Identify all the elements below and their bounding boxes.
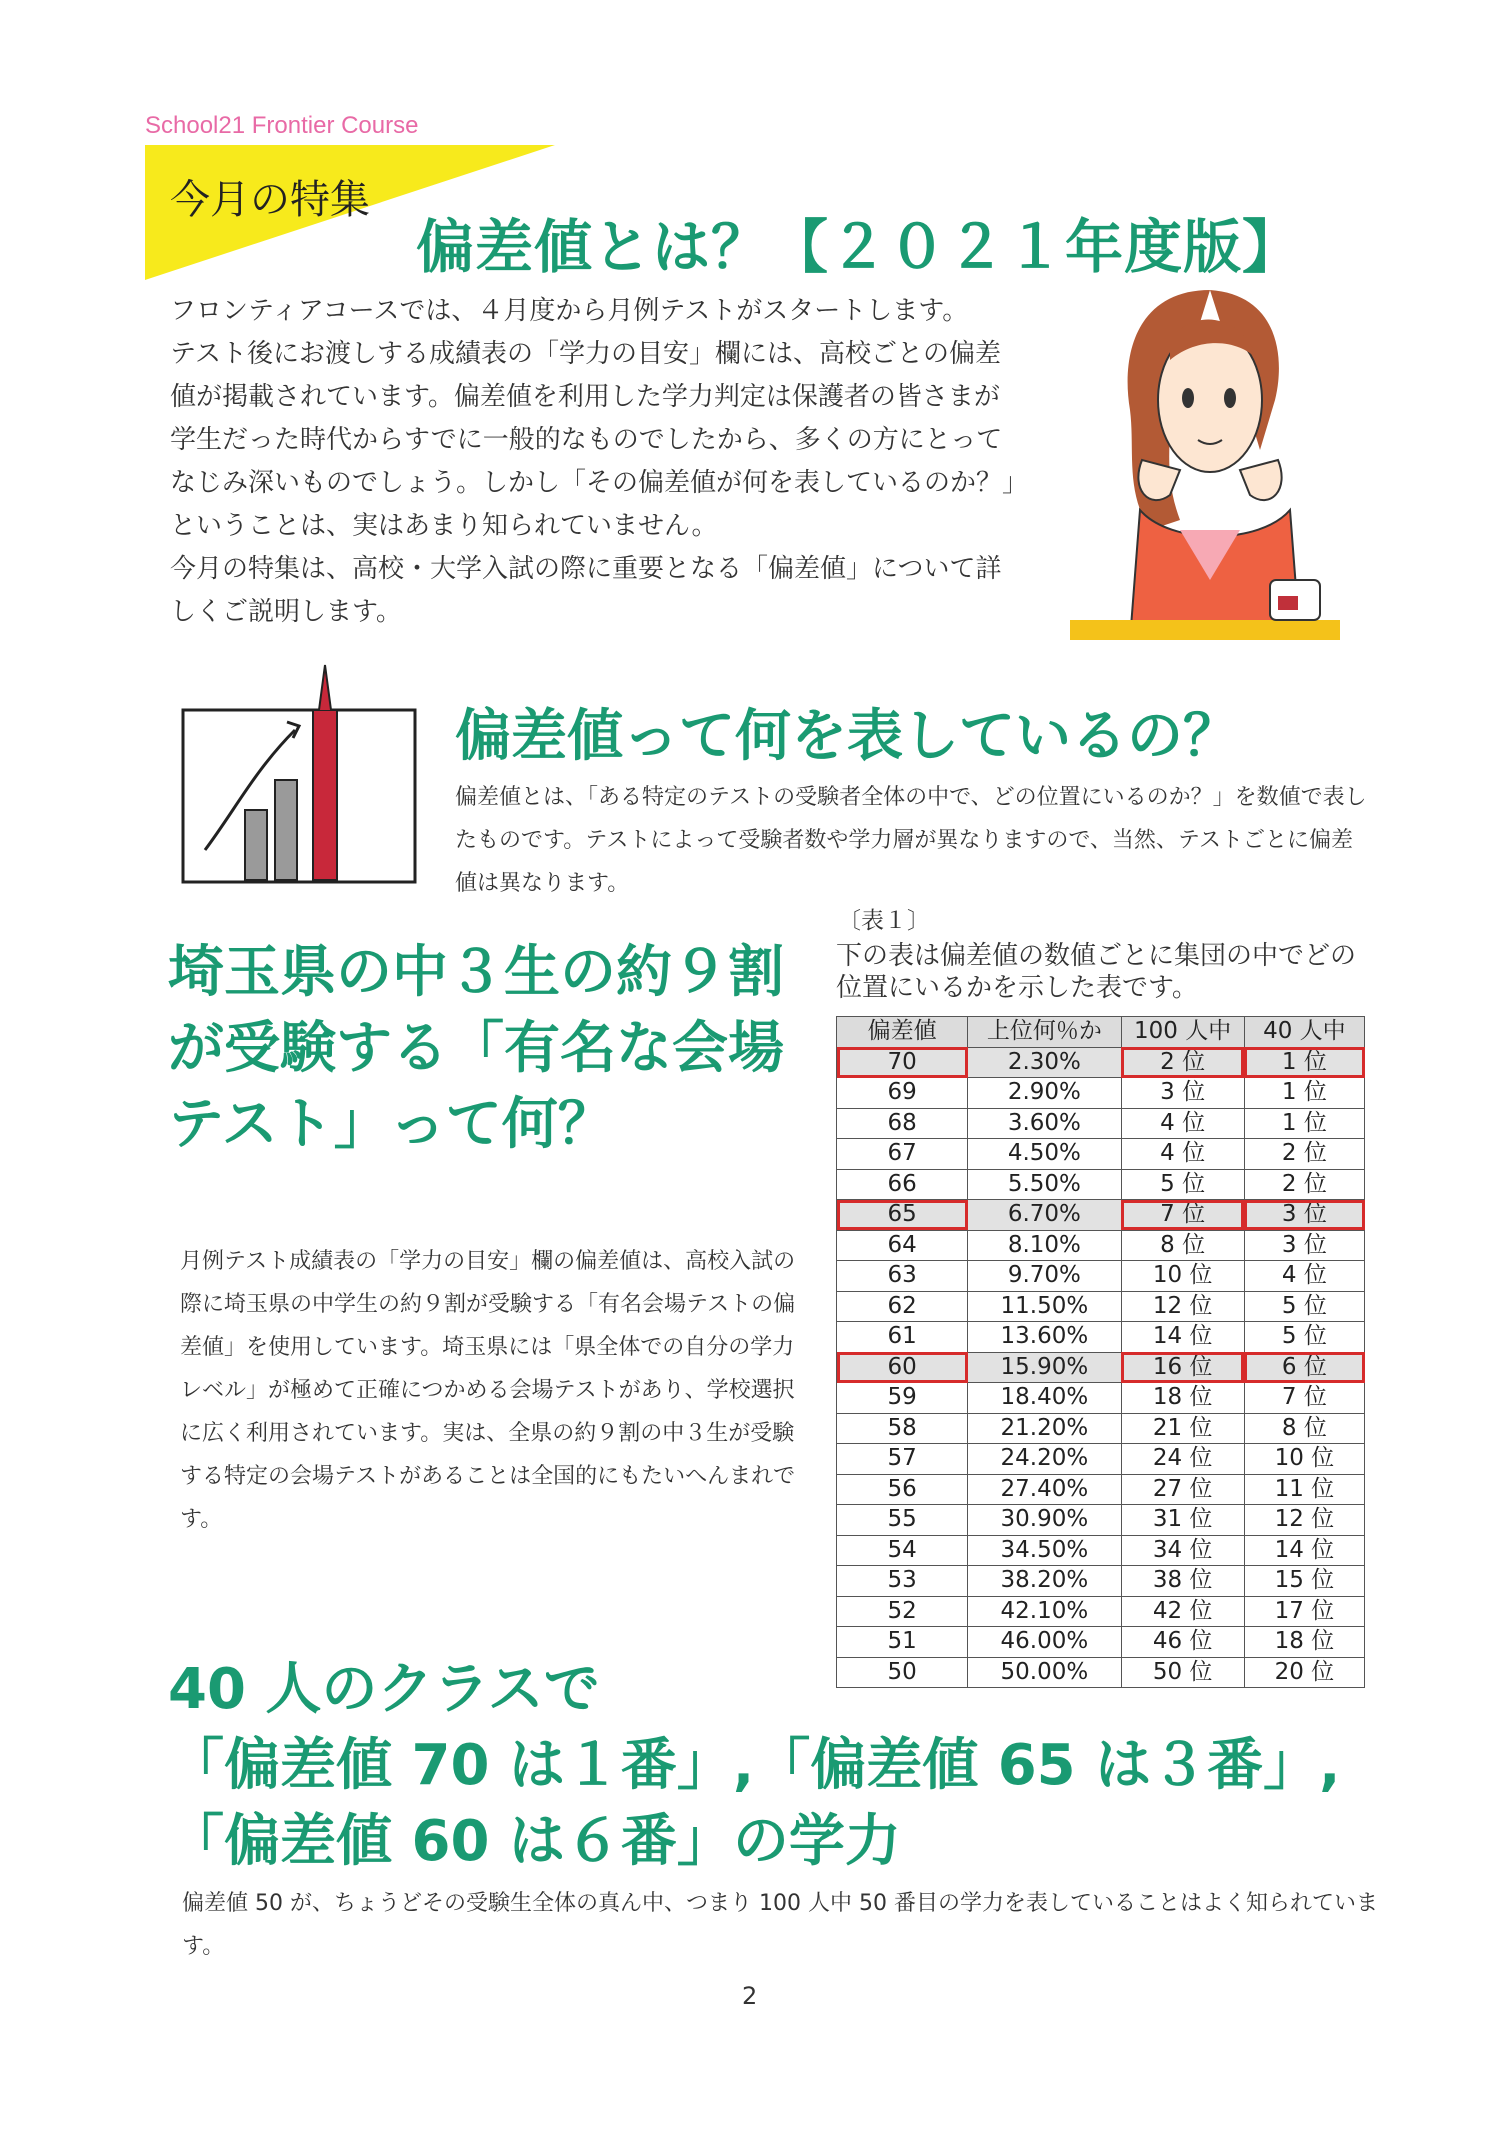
table-cell: 2 位 — [1244, 1169, 1364, 1200]
section-heading: 埼玉県の中３生の約９割が受験する「有名な会場テスト」って何？ — [168, 940, 784, 1157]
column-header: 40 人中 — [1244, 1017, 1364, 1048]
section-heading: 偏差値って何を表しているの？ — [455, 704, 1239, 769]
table-cell: 20 位 — [1244, 1657, 1364, 1688]
table-cell: 8 位 — [1121, 1230, 1244, 1261]
column-header: 上位何％か — [968, 1017, 1121, 1048]
table-cell: 3.60% — [968, 1108, 1121, 1139]
intro-paragraph: テスト後にお渡しする成績表の「学力の目安」欄には、高校ごとの偏差値が掲載されています。偏差値を利用した学力判定は保護者の皆さまが学生だった時代からすでに一般的なものでしたから、多くの方にとってなじみ深いものでしょう。しかし「その偏差値が何を表しているのか？」ということは、実はあまり知られていません。 — [170, 339, 1016, 541]
intro-text — [170, 290, 1020, 634]
table-cell: 13.60% — [968, 1322, 1121, 1353]
table-cell: 2 位 — [1121, 1047, 1244, 1078]
table-cell: 55 — [837, 1505, 968, 1536]
table-cell: 14 位 — [1121, 1322, 1244, 1353]
table-row — [837, 1383, 1365, 1414]
table-cell: 17 位 — [1244, 1596, 1364, 1627]
table-cell: 30.90% — [968, 1505, 1121, 1536]
table-cell: 4.50% — [968, 1139, 1121, 1170]
thinking-woman-illustration — [1070, 280, 1340, 640]
table-header-row — [837, 1017, 1365, 1048]
table-cell: 68 — [837, 1108, 968, 1139]
table-cell: 46 位 — [1121, 1627, 1244, 1658]
table-cell: 4 位 — [1244, 1261, 1364, 1292]
table-row — [837, 1566, 1365, 1597]
table-cell: 46.00% — [968, 1627, 1121, 1658]
table-cell: 12 位 — [1244, 1505, 1364, 1536]
table-cell: 62 — [837, 1291, 968, 1322]
section-text: 偏差値 50 が、ちょうどその受験生全体の真ん中、つまり 100 人中 50 番目の学力を表していることはよく知られています。 — [182, 1891, 1378, 1959]
table-cell: 59 — [837, 1383, 968, 1414]
table-row — [837, 1169, 1365, 1200]
table-cell: 9.70% — [968, 1261, 1121, 1292]
column-header: 100 人中 — [1121, 1017, 1244, 1048]
table-cell: 38.20% — [968, 1566, 1121, 1597]
table-row — [837, 1078, 1365, 1109]
table-cell: 70 — [837, 1047, 968, 1078]
table-row — [837, 1200, 1365, 1231]
table-cell: 5.50% — [968, 1169, 1121, 1200]
table-cell: 15.90% — [968, 1352, 1121, 1383]
table-row — [837, 1505, 1365, 1536]
table-cell: 15 位 — [1244, 1566, 1364, 1597]
table-cell: 38 位 — [1121, 1566, 1244, 1597]
table-row — [837, 1139, 1365, 1170]
table-cell: 65 — [837, 1200, 968, 1231]
table-cell: 50 位 — [1121, 1657, 1244, 1688]
intro-paragraph: 今月の特集は、高校・大学入試の際に重要となる「偏差値」について詳しくご説明します。 — [170, 554, 1002, 627]
table-cell: 56 — [837, 1474, 968, 1505]
table-cell: 63 — [837, 1261, 968, 1292]
table-cell: 69 — [837, 1078, 968, 1109]
table-cell: 60 — [837, 1352, 968, 1383]
table-cell: 10 位 — [1244, 1444, 1364, 1475]
table-cell: 6 位 — [1244, 1352, 1364, 1383]
table-cell: 53 — [837, 1566, 968, 1597]
table-row — [837, 1047, 1365, 1078]
table-cell: 31 位 — [1121, 1505, 1244, 1536]
heading-line: 「偏差値 60 は６番」の学力 — [168, 1809, 901, 1874]
table-cell: 4 位 — [1121, 1139, 1244, 1170]
table-cell: 11.50% — [968, 1291, 1121, 1322]
table-cell: 34 位 — [1121, 1535, 1244, 1566]
table-cell: 3 位 — [1244, 1230, 1364, 1261]
feature-label: 今月の特集 — [170, 177, 370, 223]
table-label: 〔表１〕 — [838, 908, 930, 934]
table-cell: 3 位 — [1244, 1200, 1364, 1231]
table-row — [837, 1474, 1365, 1505]
table-cell: 24 位 — [1121, 1444, 1244, 1475]
table-cell: 42 位 — [1121, 1596, 1244, 1627]
table-cell: 3 位 — [1121, 1078, 1244, 1109]
table-cell: 50.00% — [968, 1657, 1121, 1688]
table-cell: 2.90% — [968, 1078, 1121, 1109]
table-row — [837, 1535, 1365, 1566]
table-cell: 27.40% — [968, 1474, 1121, 1505]
table-cell: 6.70% — [968, 1200, 1121, 1231]
table-cell: 1 位 — [1244, 1078, 1364, 1109]
table-cell: 1 位 — [1244, 1047, 1364, 1078]
table-cell: 8 位 — [1244, 1413, 1364, 1444]
table-cell: 64 — [837, 1230, 968, 1261]
table-cell: 51 — [837, 1627, 968, 1658]
table-cell: 34.50% — [968, 1535, 1121, 1566]
table-cell: 21 位 — [1121, 1413, 1244, 1444]
table-cell: 5 位 — [1121, 1169, 1244, 1200]
table-row — [837, 1261, 1365, 1292]
table-cell: 7 位 — [1121, 1200, 1244, 1231]
section-text: 月例テスト成績表の「学力の目安」欄の偏差値は、高校入試の際に埼玉県の中学生の約９割が受験する「有名会場テストの偏差値」を使用しています。埼玉県には「県全体での自分の学力レベル」が極めて正確につかめる会場テストがあり、学校選択に広く利用されています。実は、全県の約９割の中３生が受験する特定の会場テストがあることは全国的にもたいへんまれです。 — [180, 1249, 796, 1532]
table-row — [837, 1291, 1365, 1322]
table-cell: 11 位 — [1244, 1474, 1364, 1505]
page-number: 2 — [742, 1982, 758, 2010]
table-cell: 24.20% — [968, 1444, 1121, 1475]
table-cell: 10 位 — [1121, 1261, 1244, 1292]
section-heading — [168, 1652, 1428, 1880]
table-cell: 1 位 — [1244, 1108, 1364, 1139]
table-cell: 67 — [837, 1139, 968, 1170]
table-cell: 57 — [837, 1444, 968, 1475]
table-cell: 5 位 — [1244, 1291, 1364, 1322]
heading-line: 40 人のクラスで — [168, 1657, 600, 1722]
table-cell: 27 位 — [1121, 1474, 1244, 1505]
brand-label: School21 Frontier Course — [145, 112, 419, 139]
table-cell: 18.40% — [968, 1383, 1121, 1414]
table-row — [837, 1108, 1365, 1139]
intro-paragraph: フロンティアコースでは、４月度から月例テストがスタートします。 — [170, 296, 969, 326]
page-title: 偏差値とは？【２０２１年度版】 — [416, 213, 1302, 281]
table-cell: 18 位 — [1121, 1383, 1244, 1414]
heading-line: 「偏差値 70 は１番」,「偏差値 65 は３番」, — [168, 1733, 1341, 1798]
table-description: 下の表は偏差値の数値ごとに集団の中でどの位置にいるかを示した表です。 — [836, 941, 1357, 1003]
table-cell: 7 位 — [1244, 1383, 1364, 1414]
table-cell: 16 位 — [1121, 1352, 1244, 1383]
table-cell: 18 位 — [1244, 1627, 1364, 1658]
table-row — [837, 1352, 1365, 1383]
table-cell: 12 位 — [1121, 1291, 1244, 1322]
table-cell: 2 位 — [1244, 1139, 1364, 1170]
table-cell: 2.30% — [968, 1047, 1121, 1078]
deviation-rank-table — [836, 1016, 1365, 1688]
table-cell: 4 位 — [1121, 1108, 1244, 1139]
table-row — [837, 1230, 1365, 1261]
table-cell: 66 — [837, 1169, 968, 1200]
table-cell: 61 — [837, 1322, 968, 1353]
column-header: 偏差値 — [837, 1017, 968, 1048]
table-cell: 8.10% — [968, 1230, 1121, 1261]
table-row — [837, 1596, 1365, 1627]
table-cell: 52 — [837, 1596, 968, 1627]
table-row — [837, 1413, 1365, 1444]
table-row — [837, 1322, 1365, 1353]
table-cell: 5 位 — [1244, 1322, 1364, 1353]
table-cell: 54 — [837, 1535, 968, 1566]
table-cell: 42.10% — [968, 1596, 1121, 1627]
section-text: 偏差値とは、「ある特定のテストの受験者全体の中で、どの位置にいるのか？」を数値で表したものです。テストによって受験者数や学力層が異なりますので、当然、テストごとに偏差値は異なります。 — [455, 785, 1367, 896]
bar-chart-illustration — [175, 660, 425, 890]
table-cell: 21.20% — [968, 1413, 1121, 1444]
table-cell: 14 位 — [1244, 1535, 1364, 1566]
table-cell: 50 — [837, 1657, 968, 1688]
table-row — [837, 1444, 1365, 1475]
table-cell: 58 — [837, 1413, 968, 1444]
